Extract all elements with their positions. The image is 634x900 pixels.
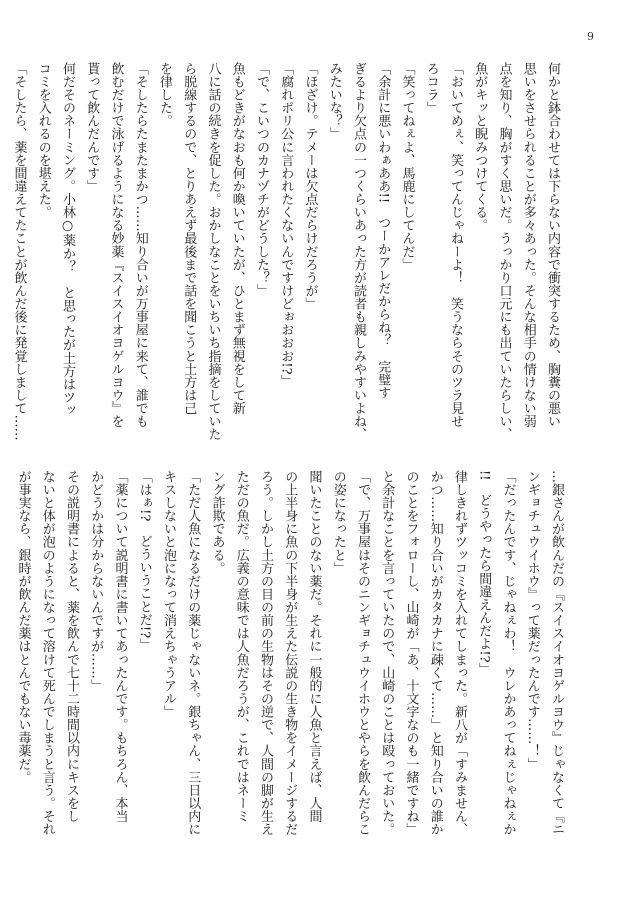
text-line: 「で、こいつのカナヅチがどうした？」 (254, 62, 269, 298)
text-line: 「余計に悪いわぁああ!! つーかアレだからね？ 完璧す (375, 62, 391, 400)
text-line: !! どうやったら間違えんだよ!?」 (476, 470, 492, 676)
text-line: を律した。 (157, 62, 172, 128)
text-line: 「そしたら、薬を間違えてたことが飲んだ後に発覚しまして…… (11, 62, 27, 441)
text-line: ンギョチュウイホウ』って薬だったんです……！」 (524, 470, 540, 771)
text-line: 「おいてめぇ、笑ってんじゃねーよ！ 笑うならそのツラ見せ (448, 62, 463, 428)
text-line: 飲むだけで泳げるようになる妙薬『スイスイオヨゲルヨウ』を (108, 62, 124, 428)
text-line: かつ……知り合いがカタカナに疎くて……」と知り合いの誰か (427, 470, 443, 836)
text-line: ろう。しかし土方の目の前の生物はその逆で、人間の脚が生え (258, 470, 273, 836)
text-line: 「はぁ!? どういうことだ!?」 (136, 470, 152, 652)
upper-text-block (11, 62, 564, 448)
text-line: 「そしたらたまたまかつ……知り合いが万事屋に来て、誰でも (132, 62, 148, 428)
text-line: かどうかは分からないんですが……」 (88, 470, 104, 693)
text-line: ぎるより欠点の一つくらいあった方が読者も親しみやすいよね、 (351, 62, 366, 441)
text-line: 思いをさせられることが多々あった。そんな相手の情けない弱 (520, 62, 536, 428)
text-line: 何だそのネーミング。小林○薬か？ と思ったが土方はツッ (60, 62, 75, 417)
text-line: の上半身に魚の下半身が生えた伝説の生き物をイメージするだ (282, 470, 298, 836)
text-line: 貰って飲んだんです」 (84, 62, 100, 193)
text-line: 「で、万事屋はそのニンギョチュウイホウとやらを飲んだらこ (355, 470, 370, 836)
text-line: ただの魚だ。広義の意味では人魚だろうが、これではネーミ (233, 470, 249, 823)
text-line: ないと体が泡のようになって溶けて死んでしまうと言う。それ (39, 470, 55, 836)
text-line: コミを入れるのを堪えた。 (35, 62, 51, 219)
text-line: ら脱線するので、とりあえず最後まで話を聞こうと土方は己 (181, 62, 197, 415)
text-line: みたいな？」 (326, 62, 342, 141)
text-line: 「笑ってねぇよ、馬鹿にしてんだ」 (399, 62, 415, 271)
text-line: その説明書によると、薬を飲んで七十二時間以内にキスをし (64, 470, 79, 823)
text-line: 八に話の続きを促した。おかしなことをいちいち指摘をしていた (205, 62, 221, 441)
text-line: …銀さんが飲んだの『スイスイオヨゲルヨウ』じゃなくて『ニ (549, 470, 564, 836)
page-number: 9 (587, 30, 594, 43)
text-line: 「ただ人魚になるだけの薬じゃないネ。銀ちゃん、三日以内に (185, 470, 201, 836)
text-line: キスしないと泡になって消えちゃうアル」 (161, 470, 176, 719)
text-line: 点を知り、胸がすく思いだ。うっかり口元にも出ていたらしい、 (496, 62, 512, 441)
text-line: 聞いたことのない薬だ。それに一般的に人魚と言えば、人間 (306, 470, 322, 823)
lower-text-block (15, 470, 568, 856)
text-line: 「ほざけ。テメーは欠点だらけだろうが」 (302, 62, 318, 311)
text-line: の姿になったと」 (330, 470, 346, 575)
text-line: 魚もどきがなおも何か喚いていたが、ひとまず無視をして新 (229, 62, 245, 415)
text-line: のことをフォローし、山崎が「あ、十文字なのも一緒ですね」 (403, 470, 419, 836)
text-line: と余計なことを言っていたので、山崎のことは殴っておいた。 (379, 470, 395, 836)
text-line: 魚がキッと睨みつけてくる。 (472, 62, 488, 232)
text-line: ング詐欺である。 (209, 470, 225, 575)
text-line: 何かと鉢合わせては下らない内容で衝突するため、胸糞の悪い (545, 62, 560, 428)
text-line: 「だったんです、じゃねぇわ！ ウレかあってねぇじゃねぇか (500, 470, 516, 836)
text-line: 律しきれずツッコミを入れてしまった。新八が「すみません、 (452, 470, 467, 836)
text-line: ろコラ」 (423, 62, 439, 115)
text-line: 「腐れポリ公に言われたくないんですけどぉおおお!?」 (278, 62, 294, 388)
text-line: 「薬について説明書に書いてあったんです。もちろん、本当 (112, 470, 128, 823)
text-line: が事実なら、銀時が飲んだ薬はとんでもない毒薬だ。 (15, 470, 31, 784)
